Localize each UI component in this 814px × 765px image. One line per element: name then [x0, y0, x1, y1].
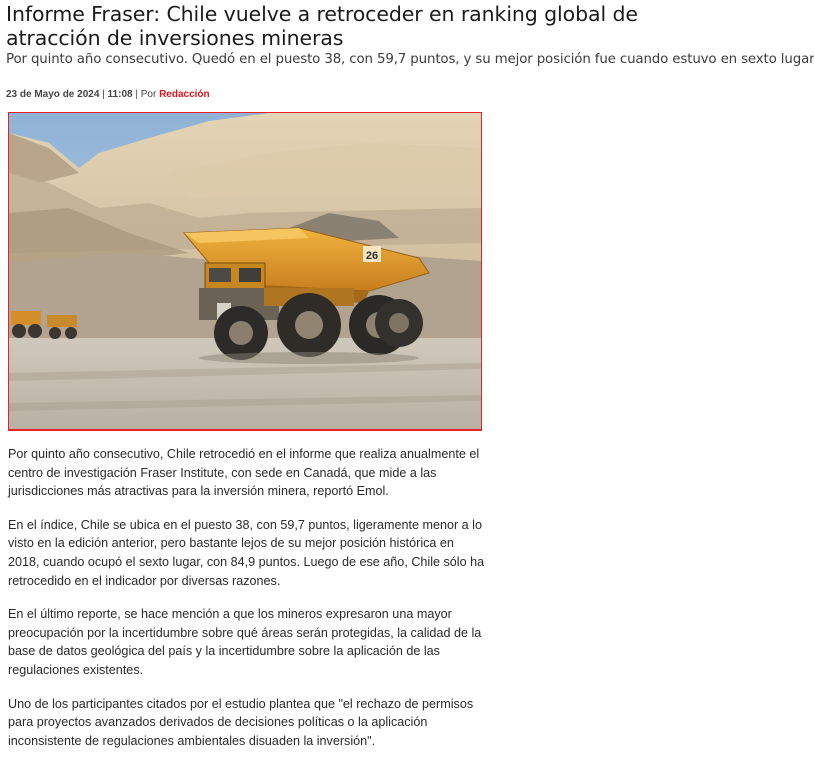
by-label: Por — [140, 89, 157, 100]
paragraph: En el último reporte, se hace mención a que los mineros expresaron una mayor preocupación por la incertidumbre sobre qué áreas serán protegidas, la calidad de la base de datos geológica del país y la incertidumbre sobre la aplicación de las regulaciones existentes. — [8, 607, 482, 677]
article-subtitle: Por quinto año consecutivo. Quedó en el puesto 38, con 59,7 puntos, y su mejor posición fue cuando estuvo en sexto lugar — [6, 52, 814, 67]
article-byline: 23 de Mayo de 2024 | 11:08 | Por Redacción — [6, 89, 210, 100]
article-headline: Informe Fraser: Chile vuelve a retroceder en ranking global de atracción de inversiones mineras — [6, 2, 638, 50]
paragraph: Por quinto año consecutivo, Chile retrocedió en el informe que realiza anualmente el centro de investigación Fraser Institute, con sede en Canadá, que mide a las jurisdicciones más atractivas para la inversión minera, reportó Emol. — [8, 447, 480, 499]
publish-date: 23 de Mayo de 2024 — [6, 89, 100, 100]
publish-time: 11:08 — [107, 89, 133, 100]
author-link[interactable]: Redacción — [159, 89, 210, 100]
article-body — [8, 445, 486, 765]
mining-truck-illustration — [9, 113, 481, 429]
article-photo — [8, 112, 482, 431]
paragraph: Uno de los participantes citados por el estudio plantea que "el rechazo de permisos para proyectos avanzados derivados de decisiones políticas o la aplicación inconsistente de regulaciones ambientales disuaden la inversión". — [8, 696, 474, 748]
truck-number-label: 26 — [365, 250, 379, 262]
paragraph: En el índice, Chile se ubica en el puesto 38, con 59,7 puntos, ligeramente menor a lo visto en la edición anterior, pero bastante lejos de su mejor posición histórica en 2018, cuando ocupó el sexto lugar, con 84,9 puntos. Luego de ese año, Chile sólo ha retrocedido en el indicador por diversas razones. — [8, 517, 485, 588]
